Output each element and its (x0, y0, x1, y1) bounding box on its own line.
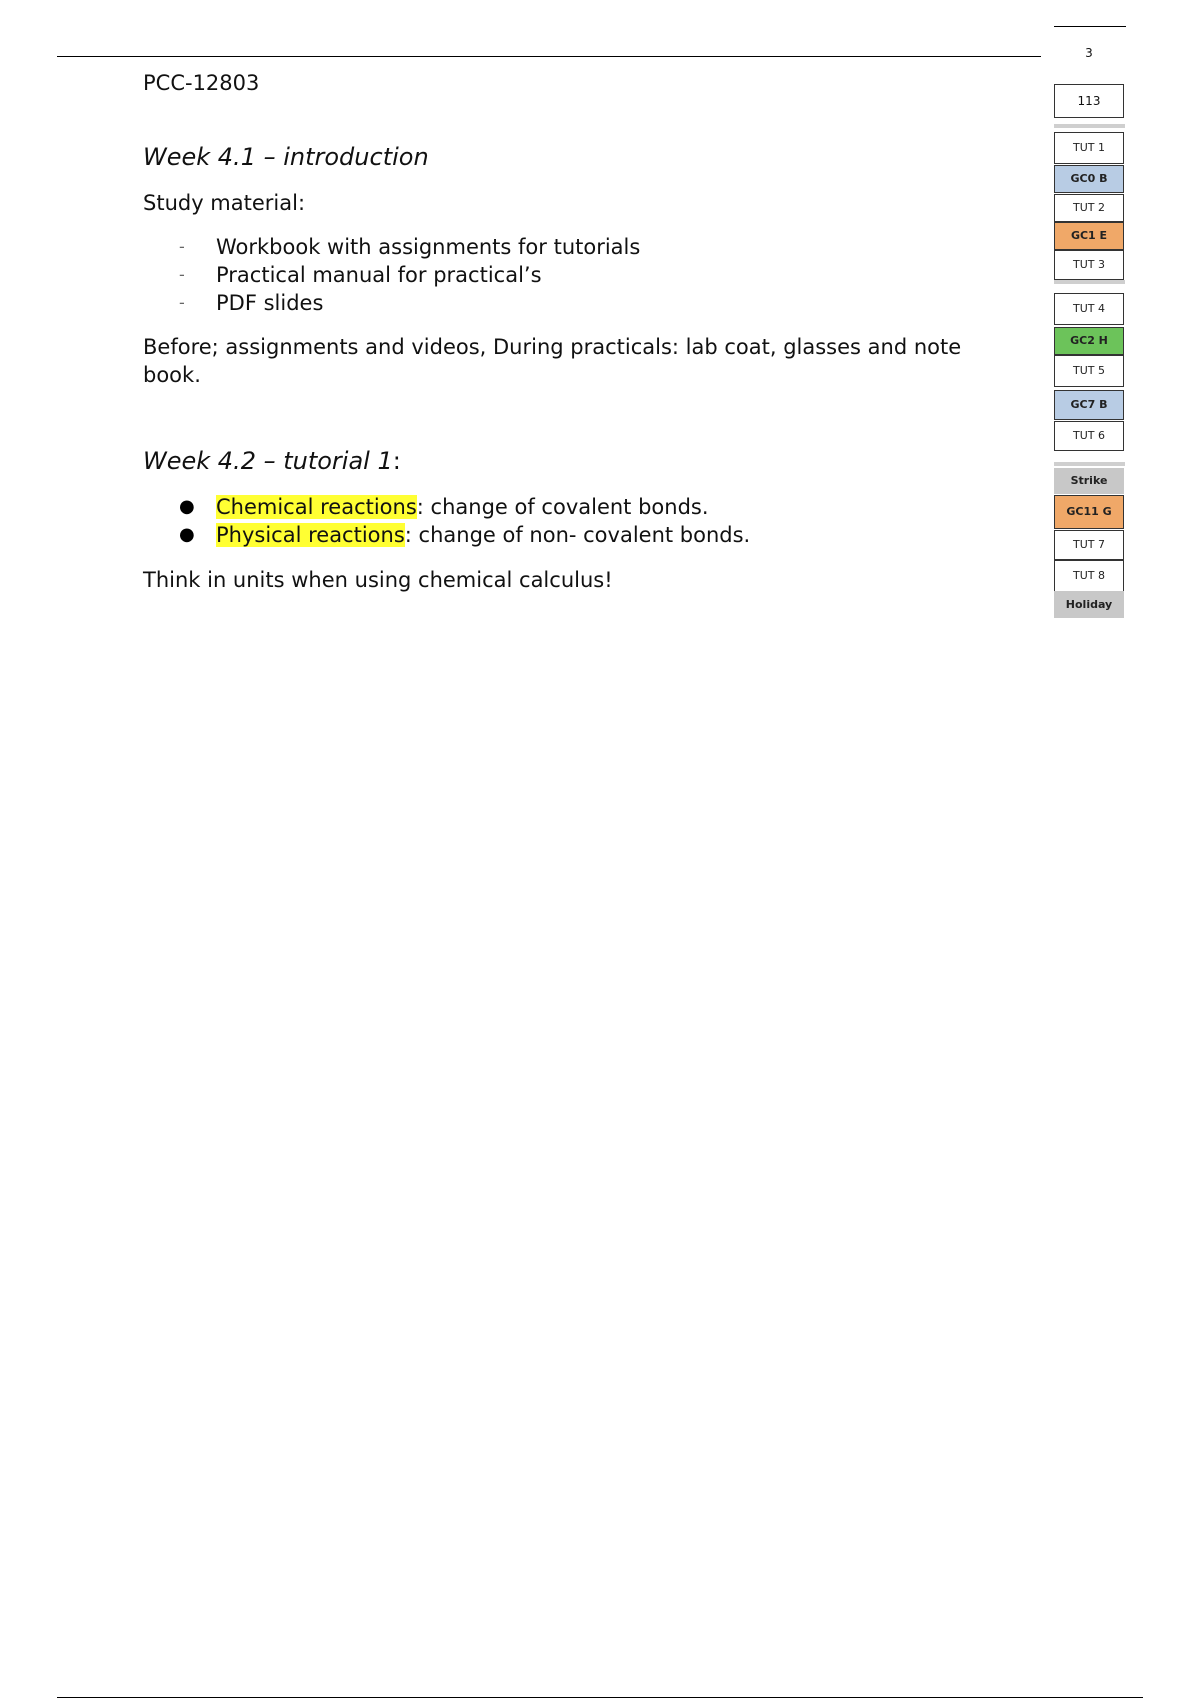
footer-rule (57, 1697, 1143, 1698)
week-4-2-heading (143, 446, 401, 476)
bullet-icon: ● (179, 496, 195, 517)
room-box: 113 (1054, 84, 1124, 118)
header-rule (57, 56, 1041, 57)
material-text: Workbook with assignments for tutorials (216, 235, 641, 259)
schedule-cell: GC1 E (1054, 222, 1124, 250)
schedule-cell: TUT 4 (1054, 293, 1124, 325)
strip-separator (1054, 462, 1125, 466)
highlighted-term: Physical reactions (216, 523, 405, 547)
list-item (143, 521, 750, 549)
course-code: PCC-12803 (143, 71, 260, 95)
list-item (143, 233, 640, 261)
list-item (143, 261, 640, 289)
week-number: 3 (1085, 46, 1093, 60)
bullet-icon: ● (179, 524, 195, 545)
list-item (143, 289, 640, 317)
schedule-cell: TUT 7 (1054, 530, 1124, 560)
schedule-cell: TUT 6 (1054, 421, 1124, 451)
study-material-list (143, 233, 640, 317)
before-during-paragraph: Before; assignments and videos, During practicals: lab coat, glasses and note book. (143, 335, 962, 387)
schedule-cell: GC2 H (1054, 327, 1124, 355)
term-description: : change of covalent bonds. (416, 495, 709, 519)
strip-separator (1054, 280, 1125, 284)
material-text: PDF slides (216, 291, 324, 315)
schedule-cell: Strike (1054, 468, 1124, 494)
dash-icon: - (179, 265, 185, 284)
strip-separator (1054, 124, 1125, 128)
schedule-cell: Holiday (1054, 591, 1124, 618)
strip-top-rule (1054, 26, 1126, 27)
schedule-cell: TUT 5 (1054, 355, 1124, 387)
list-item (143, 493, 750, 521)
schedule-cell: GC11 G (1054, 495, 1124, 529)
schedule-cell: TUT 3 (1054, 250, 1124, 280)
week-4-1-heading (143, 142, 429, 172)
term-description: : change of non- covalent bonds. (404, 523, 751, 547)
study-material-label: Study material: (143, 191, 306, 215)
schedule-cell: TUT 8 (1054, 560, 1124, 592)
schedule-cell: TUT 1 (1054, 132, 1124, 164)
week-4-1-title: Week 4.1 – introduction (143, 143, 429, 171)
calculus-note: Think in units when using chemical calculus! (143, 568, 613, 592)
week-4-2-title: Week 4.2 – tutorial 1 (143, 447, 393, 475)
dash-icon: - (179, 293, 185, 312)
schedule-cell: TUT 2 (1054, 194, 1124, 222)
dash-icon: - (179, 237, 185, 256)
week-4-2-colon: : (392, 447, 401, 475)
highlighted-term: Chemical reactions (216, 495, 417, 519)
schedule-cell: GC7 B (1054, 390, 1124, 420)
reaction-list (143, 493, 750, 549)
schedule-cell: GC0 B (1054, 165, 1124, 193)
material-text: Practical manual for practical’s (216, 263, 542, 287)
